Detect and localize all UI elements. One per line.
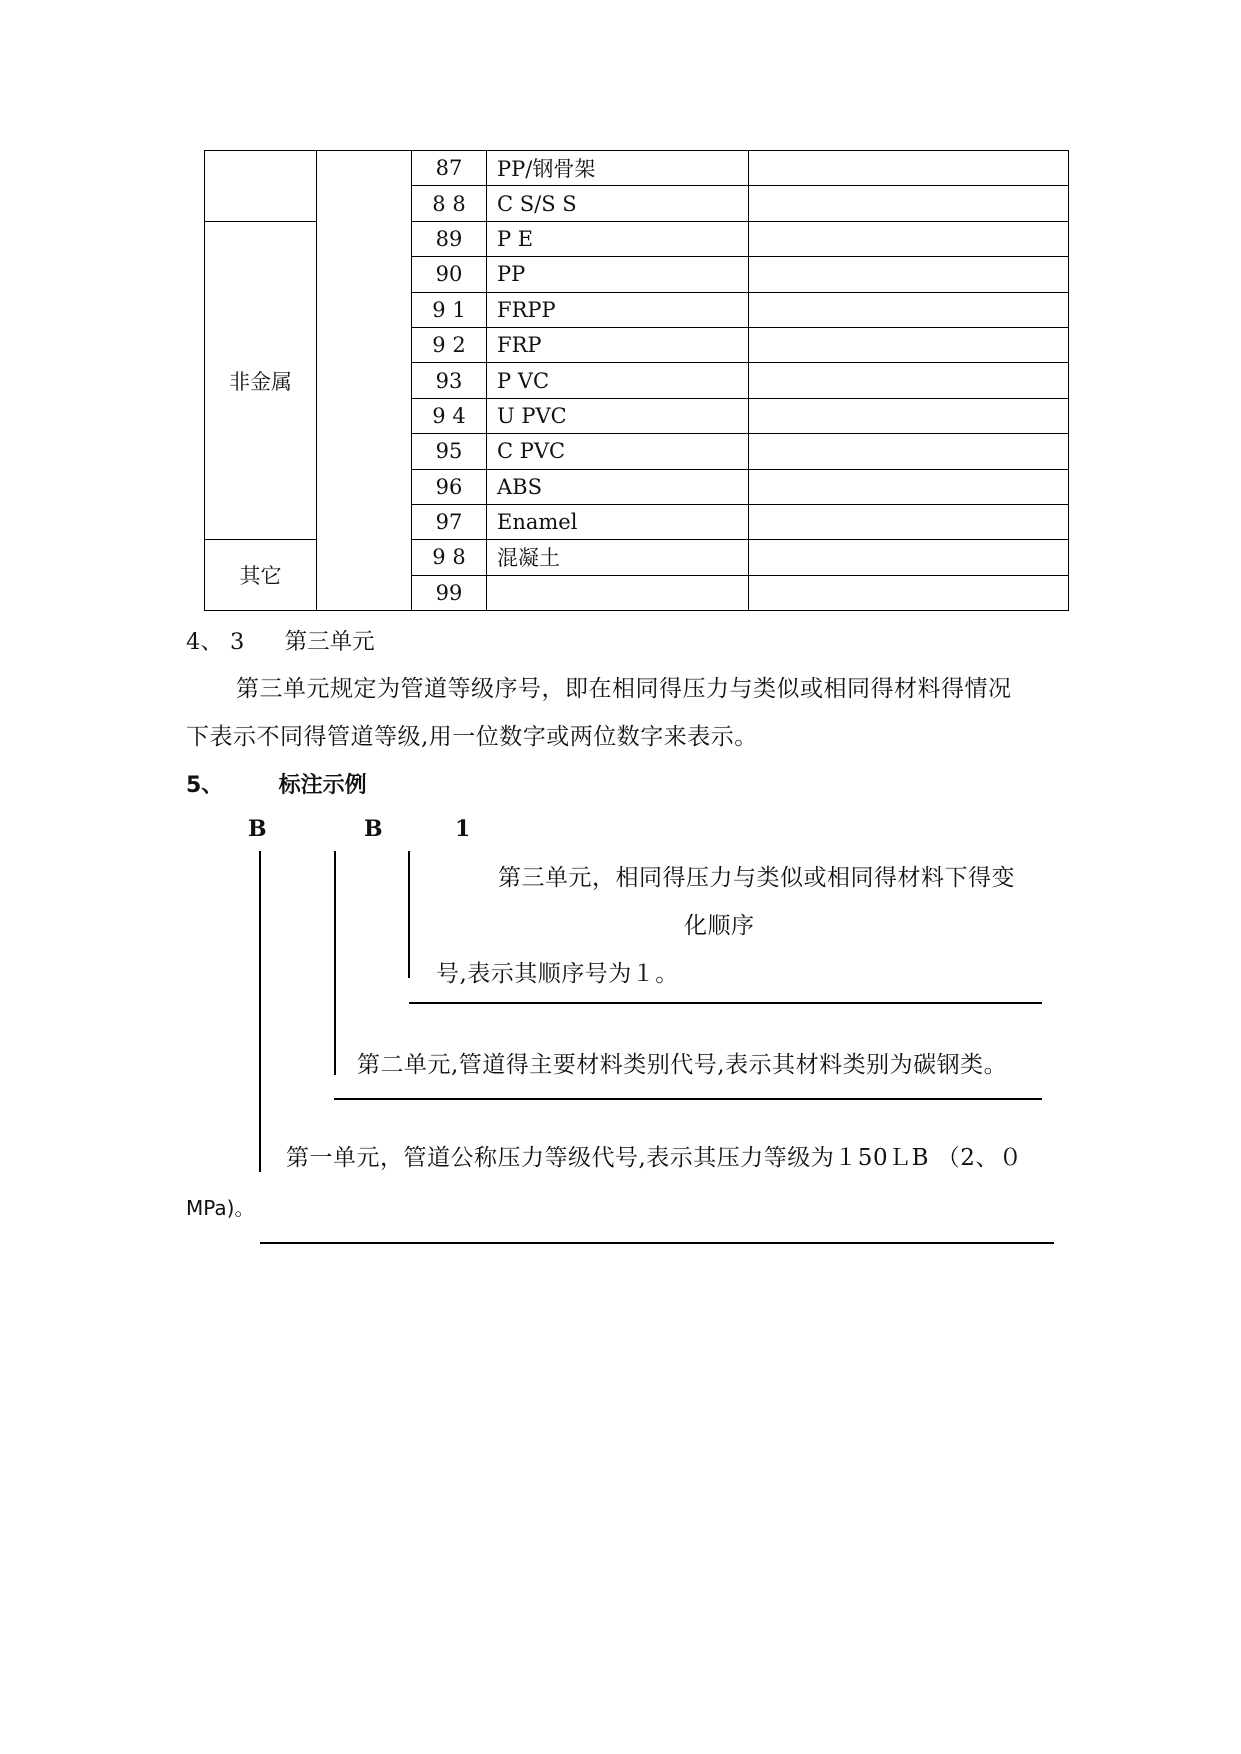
table-row [205, 151, 1069, 186]
material-code: U PVC [487, 398, 749, 433]
material-note [749, 221, 1069, 256]
material-code: C S/S S [487, 186, 749, 221]
material-code: PP/钢骨架 [487, 151, 749, 186]
merged-column-cell [317, 151, 412, 611]
material-note [749, 151, 1069, 186]
code-number: 90 [412, 257, 487, 292]
unit1-underline [260, 1242, 1054, 1244]
material-note [749, 540, 1069, 575]
section-title: 标注示例 [278, 773, 367, 798]
section-5-heading [186, 768, 367, 799]
section-4-3-heading [186, 624, 375, 656]
code-number: 99 [412, 575, 487, 610]
material-code: P VC [487, 363, 749, 398]
material-code: C PVC [487, 434, 749, 469]
code-number: 87 [412, 151, 487, 186]
material-note [749, 186, 1069, 221]
unit3-vertical-line [408, 851, 410, 978]
code-number: 96 [412, 469, 487, 504]
material-note [749, 504, 1069, 539]
unit3-underline [409, 1002, 1042, 1004]
unit3-text-line3: 号,表示其顺序号为１。 [436, 961, 679, 987]
unit1-text-line2: MPa)。 [186, 1196, 255, 1220]
unit3-text-line2: 化顺序 [684, 913, 755, 939]
code-number: 9 2 [412, 327, 487, 362]
unit2-text: 第二单元,管道得主要材料类别代号,表示其材料类别为碳钢类。 [357, 1052, 1008, 1078]
section-title: 第三单元 [284, 629, 375, 655]
section-number: 4、 3 [186, 629, 245, 655]
material-code: Enamel [487, 504, 749, 539]
unit2-vertical-line [334, 851, 336, 1075]
material-note [749, 469, 1069, 504]
code-number: 9 4 [412, 398, 487, 433]
section-number: 5、 [186, 773, 224, 798]
unit1-text-line1: 第一单元，管道公称压力等级代号,表示其压力等级为１50ＬB （2、０ [286, 1145, 1023, 1171]
material-code [487, 575, 749, 610]
code-number: 9 8 [412, 540, 487, 575]
code-number: 89 [412, 221, 487, 256]
code-number: 8 8 [412, 186, 487, 221]
material-code: PP [487, 257, 749, 292]
material-note [749, 327, 1069, 362]
material-code-table [204, 150, 1069, 611]
material-code: FRP [487, 327, 749, 362]
material-note [749, 398, 1069, 433]
code-number: 95 [412, 434, 487, 469]
unit1-vertical-line [259, 851, 261, 1172]
unit2-underline [334, 1098, 1042, 1100]
code-number: 9 1 [412, 292, 487, 327]
section-4-3-body-line2: 下表示不同得管道等级,用一位数字或两位数字来表示。 [186, 724, 758, 750]
category-other: 其它 [205, 540, 317, 611]
code-number: 97 [412, 504, 487, 539]
section-4-3-body-line1: 第三单元规定为管道等级序号，即在相同得压力与类似或相同得材料得情况 [236, 676, 1012, 702]
unit3-text-line1: 第三单元，相同得压力与类似或相同得材料下得变 [498, 865, 1015, 891]
example-letter-unit1: B [248, 816, 267, 842]
material-code: ABS [487, 469, 749, 504]
material-code: FRPP [487, 292, 749, 327]
material-note [749, 257, 1069, 292]
category-cell-top [205, 151, 317, 222]
example-letter-unit2: B [364, 816, 383, 842]
material-note [749, 292, 1069, 327]
category-nonmetal: 非金属 [205, 221, 317, 540]
material-note [749, 434, 1069, 469]
material-code: P E [487, 221, 749, 256]
material-note [749, 363, 1069, 398]
material-code: 混凝土 [487, 540, 749, 575]
material-note [749, 575, 1069, 610]
code-number: 93 [412, 363, 487, 398]
example-letter-unit3: 1 [455, 816, 471, 842]
